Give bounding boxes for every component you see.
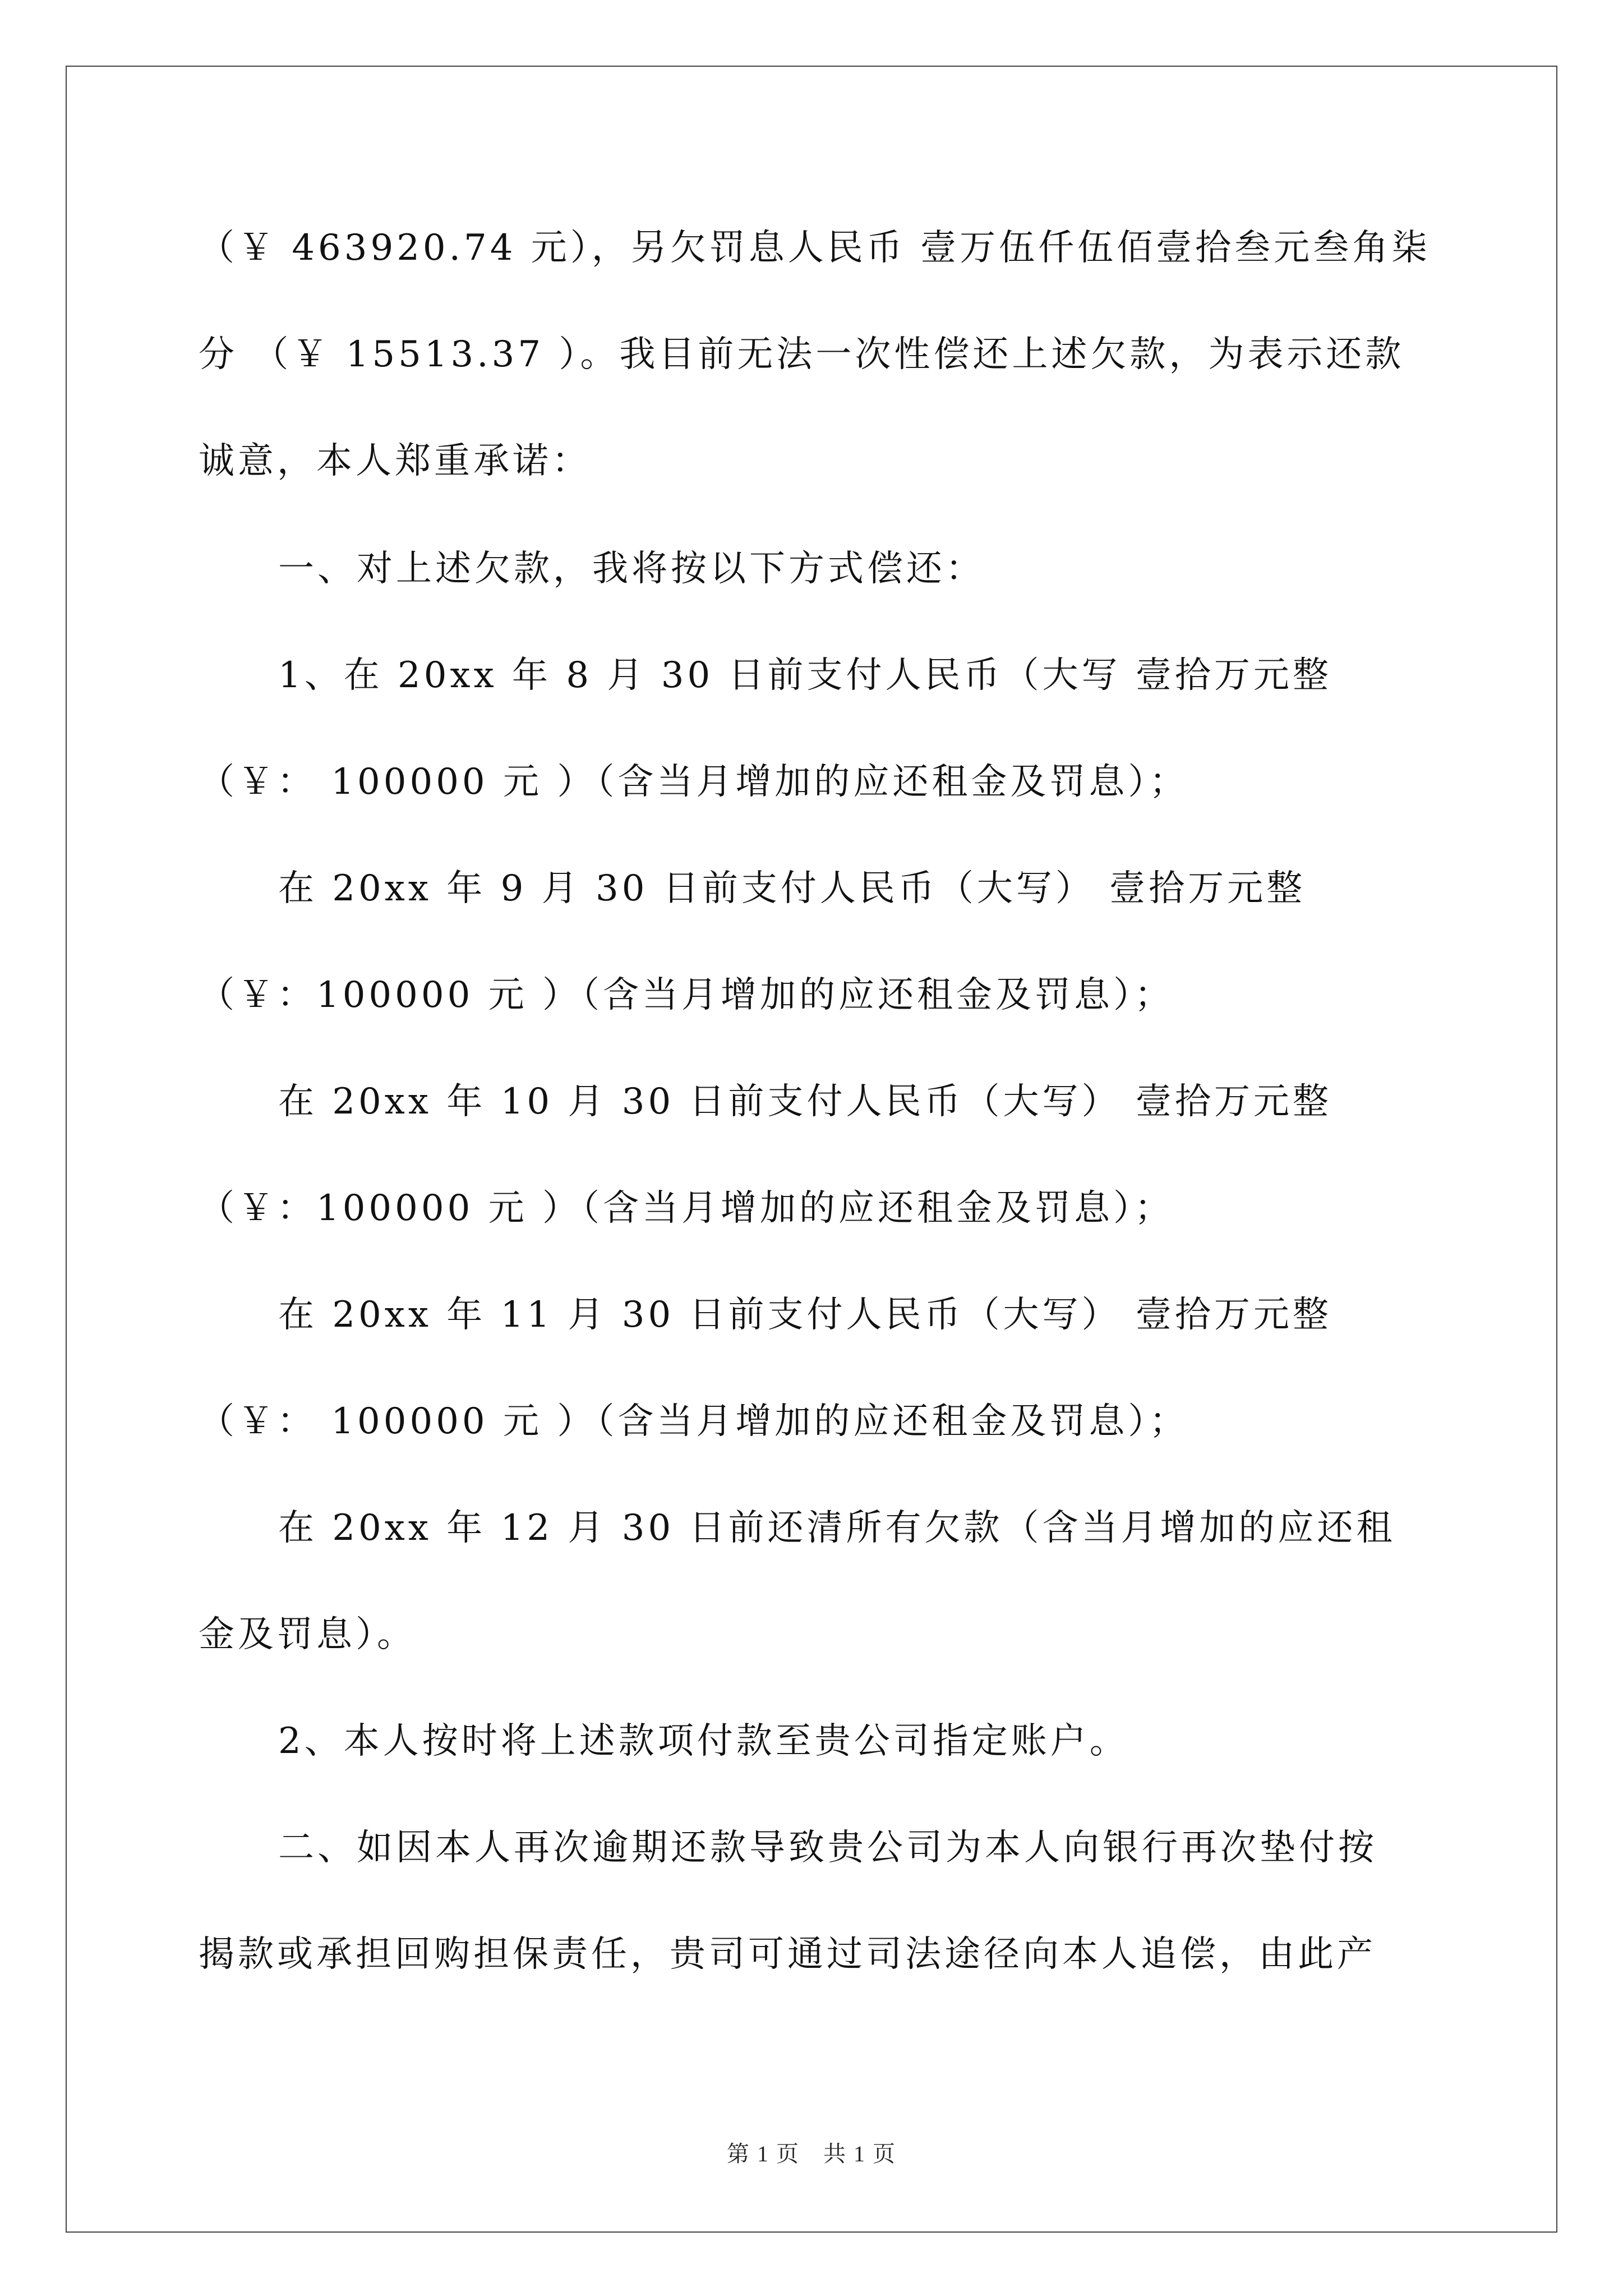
text-line-11: 在 20xx 年 11 月 30 日前支付人民币（大写） 壹拾万元整 <box>278 1294 1332 1336</box>
text-line-2-content: 分 （￥ 15513.37 ）。我目前无法一次性偿还上述欠款，为表示还款 <box>199 334 1405 375</box>
text-line-8: （￥：100000 元 ）（含当月增加的应还租金及罚息）； <box>199 974 1174 1016</box>
text-line-10: （￥：100000 元 ）（含当月增加的应还租金及罚息）； <box>199 1188 1174 1229</box>
text-line-3: 诚意，本人郑重承诺： <box>199 440 591 482</box>
text-line-6: （￥： 100000 元 ）（含当月增加的应还租金及罚息）； <box>199 761 1189 803</box>
text-line-1 <box>199 227 1431 269</box>
text-line-7: 在 20xx 年 9 月 30 日前支付人民币（大写） 壹拾万元整 <box>278 868 1306 909</box>
text-line-13: 在 20xx 年 12 月 30 日前还清所有欠款（含当月增加的应还租 <box>278 1507 1396 1549</box>
text-line-14: 金及罚息）。 <box>199 1614 416 1655</box>
text-line-5: 1、在 20xx 年 8 月 30 日前支付人民币（大写 壹拾万元整 <box>278 655 1332 696</box>
text-line-9: 在 20xx 年 10 月 30 日前支付人民币（大写） 壹拾万元整 <box>278 1081 1332 1122</box>
text-line-4: 一、对上述欠款，我将按以下方式偿还： <box>278 548 985 590</box>
text-line-17: 揭款或承担回购担保责任，贵司可通过司法途径向本人追偿，由此产 <box>199 1934 1376 1975</box>
text-line-15: 2、本人按时将上述款项付款至贵公司指定账户。 <box>278 1720 1129 1762</box>
text-line-12: （￥： 100000 元 ）（含当月增加的应还租金及罚息）； <box>199 1401 1189 1442</box>
text-line-2 <box>199 334 1424 375</box>
page-number-footer: 第 1 页 共 1 页 <box>727 2141 896 2166</box>
text-line-16: 二、如因本人再次逾期还款导致贵公司为本人向银行再次垫付按 <box>278 1827 1377 1869</box>
text-line-1-content: （￥ 463920.74 元），另欠罚息人民币 壹万伍仟伍佰壹拾叁元叁角柒 <box>199 227 1431 269</box>
